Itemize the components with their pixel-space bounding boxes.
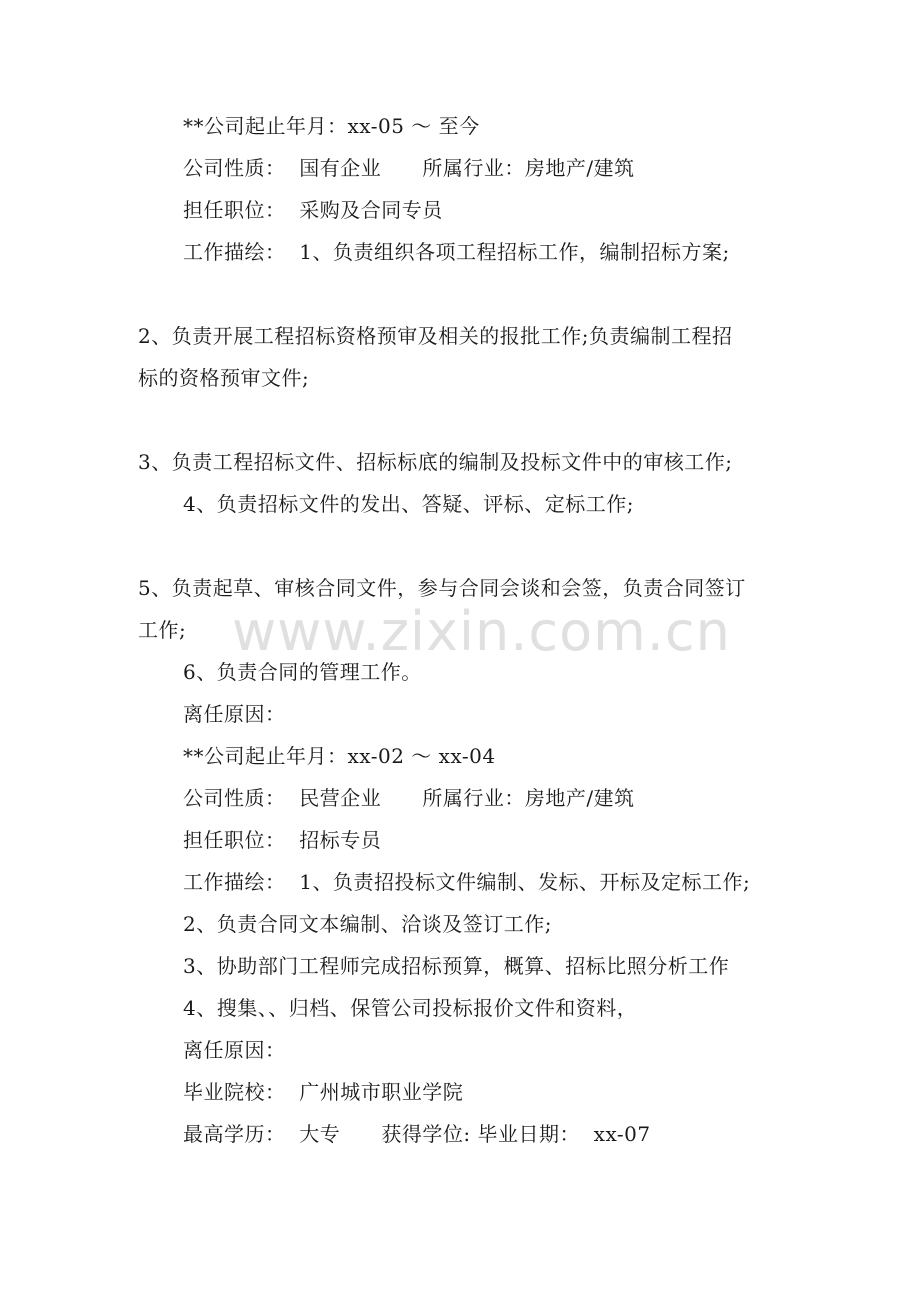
job1-duty-4: 4、负责招标文件的发出、答疑、评标、定标工作; bbox=[183, 492, 634, 516]
job2-duty-3: 3、协助部门工程师完成招标预算，概算、招标比照分析工作 bbox=[183, 954, 730, 978]
job1-duty-6: 6、负责合同的管理工作。 bbox=[183, 660, 422, 684]
job2-nature: 公司性质： 民营企业 所属行业：房地产/建筑 bbox=[183, 786, 635, 810]
job2-position: 担任职位： 招标专员 bbox=[183, 828, 382, 852]
job2-period: **公司起止年月：xx-02 ～ xx-04 bbox=[183, 744, 496, 768]
job2-duty-4: 4、搜集、、归档、保管公司投标报价文件和资料， bbox=[183, 996, 638, 1020]
job1-leave-reason: 离任原因： bbox=[183, 702, 286, 726]
job2-leave-reason: 离任原因： bbox=[183, 1038, 286, 1062]
job1-duty-3: 3、负责工程招标文件、招标标底的编制及投标文件中的审核工作; bbox=[138, 450, 733, 474]
job1-duty-5-line2: 工作; bbox=[138, 618, 187, 642]
job1-position: 担任职位： 采购及合同专员 bbox=[183, 198, 443, 222]
job1-period: **公司起止年月：xx-05 ～ 至今 bbox=[183, 114, 480, 138]
job2-duty-2: 2、负责合同文本编制、洽谈及签订工作; bbox=[183, 912, 552, 936]
job1-nature: 公司性质： 国有企业 所属行业：房地产/建筑 bbox=[183, 156, 635, 180]
school: 毕业院校： 广州城市职业学院 bbox=[183, 1080, 464, 1104]
job1-duty-1: 工作描绘： 1、负责组织各项工程招标工作，编制招标方案; bbox=[183, 240, 730, 264]
job1-duty-2-line1: 2、负责开展工程招标资格预审及相关的报批工作;负责编制工程招 bbox=[138, 324, 733, 348]
job2-duty-1: 工作描绘： 1、负责招投标文件编制、发标、开标及定标工作; bbox=[183, 870, 751, 894]
job1-duty-5-line1: 5、负责起草、审核合同文件，参与合同会谈和会签，负责合同签订 bbox=[138, 576, 746, 600]
education: 最高学历： 大专 获得学位: 毕业日期： xx-07 bbox=[183, 1122, 651, 1146]
watermark-text: www.zixin.com.cn bbox=[232, 600, 731, 663]
job1-duty-2-line2: 标的资格预审文件; bbox=[138, 366, 310, 390]
